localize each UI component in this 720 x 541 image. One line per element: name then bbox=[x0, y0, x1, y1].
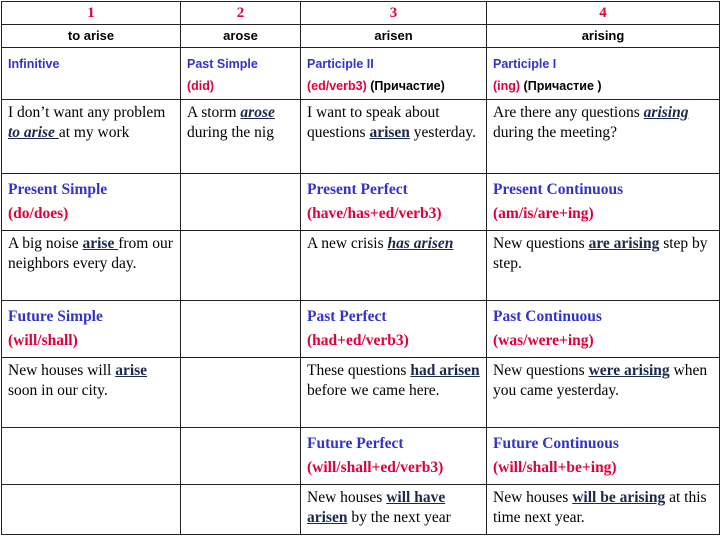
tense-title: Future Perfect bbox=[307, 435, 404, 452]
verb-highlight: will have arisen bbox=[307, 489, 446, 526]
example-cell: I want to speak about questions arisen yesterday. bbox=[301, 100, 487, 174]
tense-cell bbox=[301, 174, 487, 231]
verb-highlight: arise bbox=[82, 235, 119, 252]
example-cell: A new crisis has arisen bbox=[301, 231, 487, 301]
form-label-title: Participle II bbox=[307, 57, 374, 71]
form-label-formula: (ed/verb3) bbox=[307, 79, 367, 93]
verb-forms-table bbox=[1, 1, 720, 535]
examples-row-3 bbox=[2, 358, 720, 428]
tense-cell bbox=[487, 174, 720, 231]
form-label-formula: (ing) bbox=[493, 79, 521, 93]
verb-highlight: arisen bbox=[369, 124, 410, 141]
tense-title: Past Perfect bbox=[307, 308, 387, 325]
examples-row-2 bbox=[2, 231, 720, 301]
tense-cell bbox=[487, 301, 720, 358]
tense-cell bbox=[301, 301, 487, 358]
verb-highlight: arose bbox=[240, 104, 275, 121]
example-cell: New houses will arise soon in our city. bbox=[2, 358, 181, 428]
example-cell: A storm arose during the nig bbox=[181, 100, 301, 174]
tense-cell bbox=[2, 174, 181, 231]
verb-highlight: had arisen bbox=[410, 362, 480, 379]
column-number: 3 bbox=[301, 2, 487, 25]
tenses-row-2 bbox=[2, 301, 720, 358]
empty-cell bbox=[181, 301, 301, 358]
column-number: 2 bbox=[181, 2, 301, 25]
tense-formula: (will/shall+ed/verb3) bbox=[307, 459, 444, 476]
verb-highlight: were arising bbox=[588, 362, 670, 379]
tenses-row-1 bbox=[2, 174, 720, 231]
form-labels-row bbox=[2, 48, 720, 100]
verb-form: arising bbox=[487, 25, 720, 48]
tense-cell bbox=[301, 428, 487, 485]
verb-form: arisen bbox=[301, 25, 487, 48]
form-label-title: Infinitive bbox=[8, 57, 60, 71]
verb-highlight: arise bbox=[115, 362, 148, 379]
empty-cell bbox=[181, 428, 301, 485]
tenses-row-3 bbox=[2, 428, 720, 485]
verb-form: to arise bbox=[2, 25, 181, 48]
tense-title: Present Perfect bbox=[307, 181, 408, 198]
form-label-formula: (did) bbox=[187, 79, 215, 93]
example-cell: These questions had arisen before we came here. bbox=[301, 358, 487, 428]
example-cell: New houses will have arisen by the next year bbox=[301, 485, 487, 535]
form-label-title: Past Simple bbox=[187, 57, 258, 71]
empty-cell bbox=[2, 485, 181, 535]
form-label-cell bbox=[181, 48, 301, 100]
tense-cell bbox=[487, 428, 720, 485]
verb-highlight: will be arising bbox=[572, 489, 666, 506]
tense-formula: (had+ed/verb3) bbox=[307, 332, 409, 349]
example-cell: New questions were arising when you came yesterday. bbox=[487, 358, 720, 428]
empty-cell bbox=[181, 174, 301, 231]
tense-formula: (have/has+ed/verb3) bbox=[307, 205, 442, 222]
empty-cell bbox=[181, 231, 301, 301]
column-number: 4 bbox=[487, 2, 720, 25]
verb-highlight: to arise bbox=[8, 124, 59, 141]
verb-highlight: are arising bbox=[588, 235, 660, 252]
verb-forms-row bbox=[2, 25, 720, 48]
examples-row-1 bbox=[2, 100, 720, 174]
column-number: 1 bbox=[2, 2, 181, 25]
column-numbers-row bbox=[2, 2, 720, 25]
tense-title: Future Simple bbox=[8, 308, 103, 325]
form-label-title: Participle I bbox=[493, 57, 557, 71]
example-cell: A big noise arise from our neighbors every day. bbox=[2, 231, 181, 301]
example-cell: New houses will be arising at this time next year. bbox=[487, 485, 720, 535]
tense-formula: (was/were+ing) bbox=[493, 332, 594, 349]
tense-cell bbox=[2, 301, 181, 358]
tense-title: Past Continuous bbox=[493, 308, 602, 325]
empty-cell bbox=[2, 428, 181, 485]
tense-title: Future Continuous bbox=[493, 435, 619, 452]
example-cell: I don’t want any problem to arise at my work bbox=[2, 100, 181, 174]
tense-formula: (will/shall) bbox=[8, 332, 78, 349]
empty-cell bbox=[181, 358, 301, 428]
example-cell: Are there any questions arising during the meeting? bbox=[487, 100, 720, 174]
verb-highlight: arising bbox=[643, 104, 689, 121]
tense-formula: (do/does) bbox=[8, 205, 69, 222]
form-label-cell bbox=[301, 48, 487, 100]
form-label-cell bbox=[487, 48, 720, 100]
tense-formula: (will/shall+be+ing) bbox=[493, 459, 617, 476]
verb-form: arose bbox=[181, 25, 301, 48]
tense-formula: (am/is/are+ing) bbox=[493, 205, 594, 222]
form-label-translation: (Причастие) bbox=[366, 79, 445, 93]
example-cell: New questions are arising step by step. bbox=[487, 231, 720, 301]
tense-title: Present Continuous bbox=[493, 181, 624, 198]
examples-row-4 bbox=[2, 485, 720, 535]
form-label-cell bbox=[2, 48, 181, 100]
form-label-translation: (Причастие ) bbox=[520, 79, 602, 93]
empty-cell bbox=[181, 485, 301, 535]
tense-title: Present Simple bbox=[8, 181, 108, 198]
verb-highlight: has arisen bbox=[387, 235, 454, 252]
